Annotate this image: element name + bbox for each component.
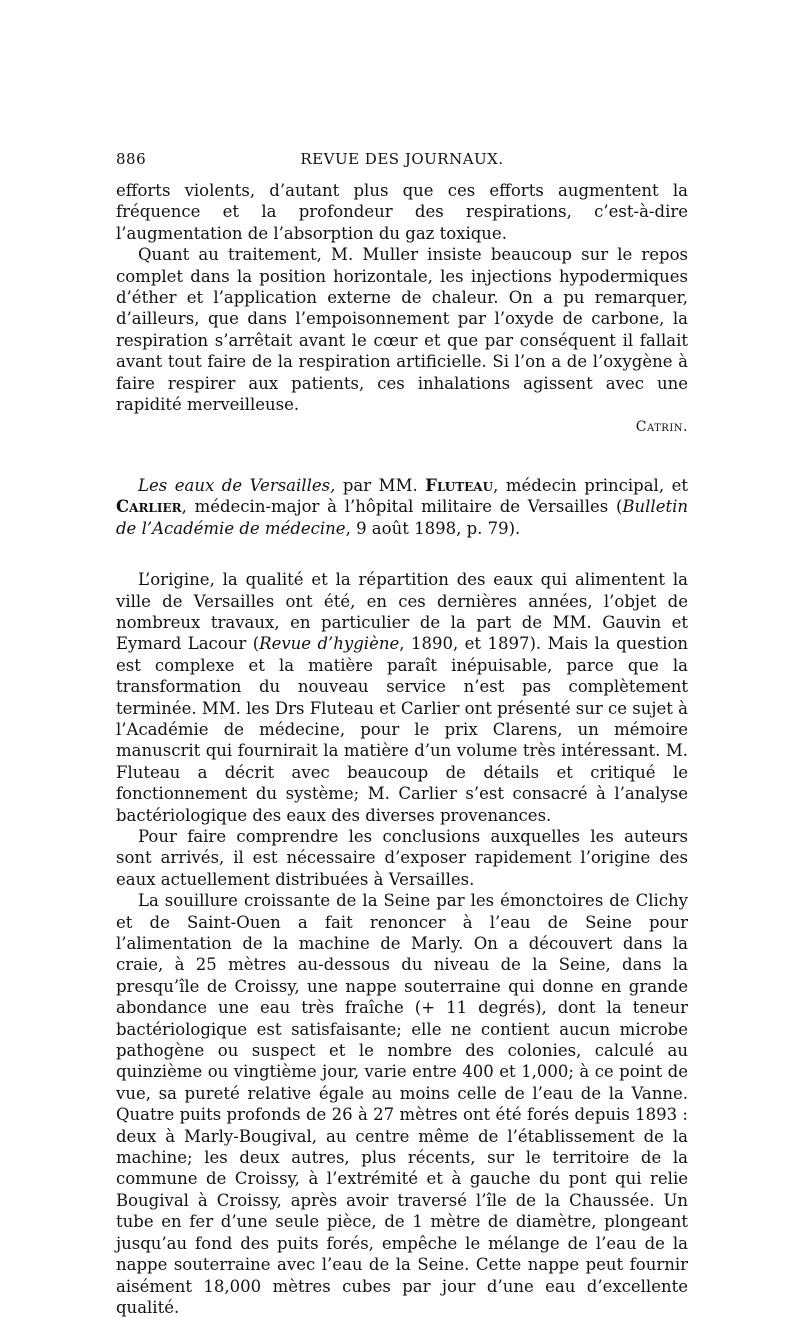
author-carlier: Carlier <box>116 497 182 517</box>
article-title: Les eaux de Versailles, <box>138 475 336 495</box>
author-fluteau: Fluteau <box>425 475 494 495</box>
treatment-paragraph: Quant au traitement, M. Muller insiste beaucoup sur le repos complet dans la position horizontale, les injections hypodermiques d’éther et l’application externe de chaleur. On a pu remarquer, d’ailleurs, que dans l’empoisonnement par l’oxyde de carbone, la respiration s’arrêtait avant le cœur et que par conséquent il fallait avant tout faire de la respiration artificielle. Si l’on a de l’oxygène à faire respirer aux patients, ces inhalations agissent avec une rapidité merveilleuse. <box>116 245 688 415</box>
running-title: REVUE DES JOURNAUX. <box>300 150 504 168</box>
reference-by: par MM. <box>335 475 426 495</box>
page-body <box>116 180 688 1318</box>
origin-paragraph <box>116 569 688 826</box>
origin-text-b: , 1890, et 1897). Mais la question est complexe et la matière paraît inépuisable, parce que la transformation du nouveau service n’est pas complètement terminée. MM. les Drs Fluteau et Carlier ont présenté sur ce sujet à l’Académie de médecine, pour le prix Clarens, un mémoire manuscrit qui fournirait la matière d’un volume très intéressant. M. Fluteau a décrit avec beaucoup de détails et critiqué le fonctionnement du système; M. Carlier s’est consacré à l’analyse bactériologique des eaux des diverses provenances. <box>116 634 688 825</box>
running-header <box>116 150 688 174</box>
article-body <box>116 569 688 1318</box>
journal-title: Bulletin de l’Académie de médecine <box>116 497 688 538</box>
article-reference <box>116 475 688 539</box>
conclusions-paragraph: Pour faire comprendre les conclusions auxquelles les auteurs sont arrivés, il est nécessaire d’exposer rapidement l’origine des eaux actuellement distribuées à Versailles. <box>116 826 688 889</box>
origin-text-a: L’origine, la qualité et la répartition des eaux qui alimentent la ville de Versailles ont été, en ces dernières années, l’objet de nombreux travaux, en particulier de la part de MM. Gauvin et Eymard Lacour ( <box>116 570 688 654</box>
author2-role: , médecin-major à l’hôpital militaire de Versailles ( <box>181 497 623 517</box>
origin-journal: Revue d’hygiène <box>259 634 400 654</box>
reference-line <box>116 475 688 539</box>
seine-paragraph: La souillure croissante de la Seine par les émonctoires de Clichy et de Saint-Ouen a fait renoncer à l’eau de Seine pour l’alimentation de la machine de Marly. On a découvert dans la craie, à 25 mètres au-dessous du niveau de la Seine, dans la presqu’île de Croissy, une nappe souterraine qui donne en grande abondance une eau très fraîche (+ 11 degrés), dont la teneur bactériologique est satisfaisante; elle ne contient aucun microbe pathogène ou suspect et le nombre des colonies, calculé au quinzième ou vingtième jour, varie entre 400 et 1,000; à ce point de vue, sa pureté relative égale au moins celle de l’eau de la Vanne. Quatre puits profonds de 26 à 27 mètres ont été forés depuis 1893 : deux à Marly-Bougival, au centre même de l’établissement de la machine; les deux autres, plus récents, sur le territoire de la commune de Croissy, à l’extrémité et à gauche du pont qui relie Bougival à Croissy, après avoir traversé l’île de la Chaussée. Un tube en fer d’une seule pièce, de 1 mètre de diamètre, plongeant jusqu’au fond des puits forés, empêche le mélange de l’eau de la nappe souterraine avec l’eau de la Seine. Cette nappe peut fournir aisément 18,000 mètres cubes par jour d’une eau d’excellente qualité. <box>116 891 688 1317</box>
author-signature: Catrin. <box>635 419 688 436</box>
author1-role: , médecin principal, et <box>493 475 688 495</box>
page-number: 886 <box>116 150 147 168</box>
continued-paragraph: efforts violents, d’autant plus que ces efforts augmentent la fréquence et la profondeur des respirations, c’est-à-dire l’augmentation de l’absorption du gaz toxique. <box>116 181 688 243</box>
citation-details: , 9 août 1898, p. 79). <box>345 518 521 538</box>
